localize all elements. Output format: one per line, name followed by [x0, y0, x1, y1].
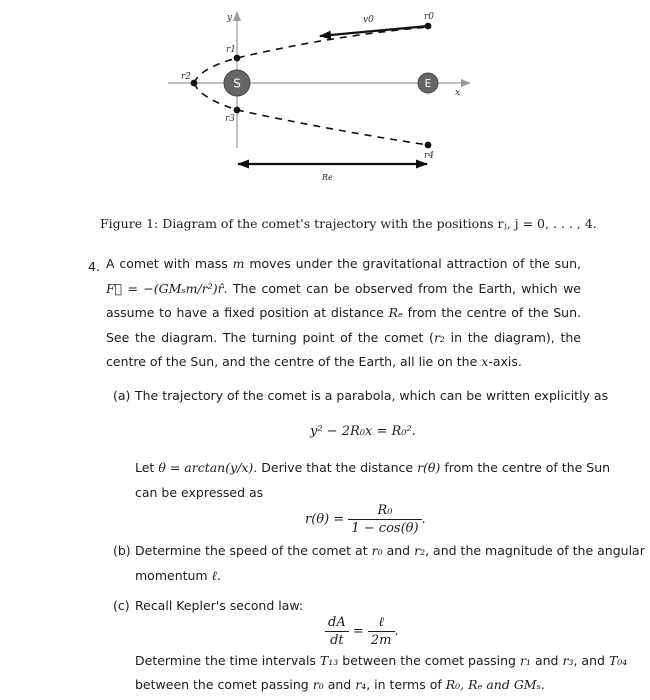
kepler-equation: $\frac{dA}{dt}$ = $\frac{\text{ℓ}}{2m}$ . — [325, 614, 399, 649]
earth-label: E — [424, 78, 432, 90]
label-r3: r3 — [225, 114, 236, 124]
part-b-line1: Determine the speed of the comet at r₀ and r₂, and the magnitude of the angular — [135, 543, 645, 558]
figure-caption: Figure 1: Diagram of the comet's trajectory with the positions rⱼ, j = 0, . . . , 4. — [100, 216, 597, 231]
parabola-equation: y² − 2R₀x = R₀². — [310, 424, 416, 439]
point-r2 — [191, 80, 198, 87]
y-axis-label: y — [227, 13, 233, 23]
part-c-line2: between the comet passing r₀ and r₄, in terms of R₀, Rₑ and GMₛ. — [135, 677, 545, 692]
part-b-line2: momentum ℓ. — [135, 568, 221, 583]
point-r1 — [234, 55, 241, 62]
r-theta-equation: r(θ) = $\frac{\text{R₀}}{1 - \cos(\theta)}$ . — [305, 503, 426, 536]
x-axis-label: x — [455, 88, 461, 98]
part-c-text: Recall Kepler's second law: — [135, 598, 304, 613]
question-number: 4. — [88, 259, 100, 274]
velocity-arrow-v0 — [320, 26, 428, 36]
label-r0: r0 — [424, 12, 435, 22]
part-c-line1: Determine the time intervals T₁₃ between the comet passing r₁ and r₃, and T₀₄ — [135, 653, 628, 668]
part-a-line2: can be expressed as — [135, 485, 264, 500]
part-a-text: The trajectory of the comet is a parabola, which can be written explicitly as — [135, 388, 609, 403]
label-r1: r1 — [226, 45, 237, 55]
point-r0 — [425, 23, 432, 30]
label-r2: r2 — [181, 72, 192, 82]
point-r4 — [425, 142, 432, 149]
part-a-label: (a) — [113, 388, 131, 403]
comet-trajectory-diagram — [0, 0, 650, 205]
part-a-let-line: Let θ = arctan(y/x). Derive that the distance r(θ) from the centre of the Sun — [135, 460, 611, 475]
part-c-label: (c) — [113, 598, 130, 613]
sun-label: S — [233, 76, 241, 91]
question-intro: A comet with mass m moves under the gravitational attraction of the sun, F⃗ = −(GMₛm/r²)r̂. The comet can be observed from the Earth, which we assume to have a fixed position at distance Rₑ from the centre of the Sun. See the diagram. The turning point of the comet (r₂ in the diagram), the centre of the Sun, and the centre of the Earth, all lie on the x-axis. — [106, 256, 582, 369]
label-r4: r4 — [424, 151, 435, 161]
label-v0: v0 — [363, 15, 374, 25]
distance-re-label: Re — [322, 173, 333, 182]
part-b-label: (b) — [113, 543, 131, 558]
point-r3 — [234, 107, 241, 114]
